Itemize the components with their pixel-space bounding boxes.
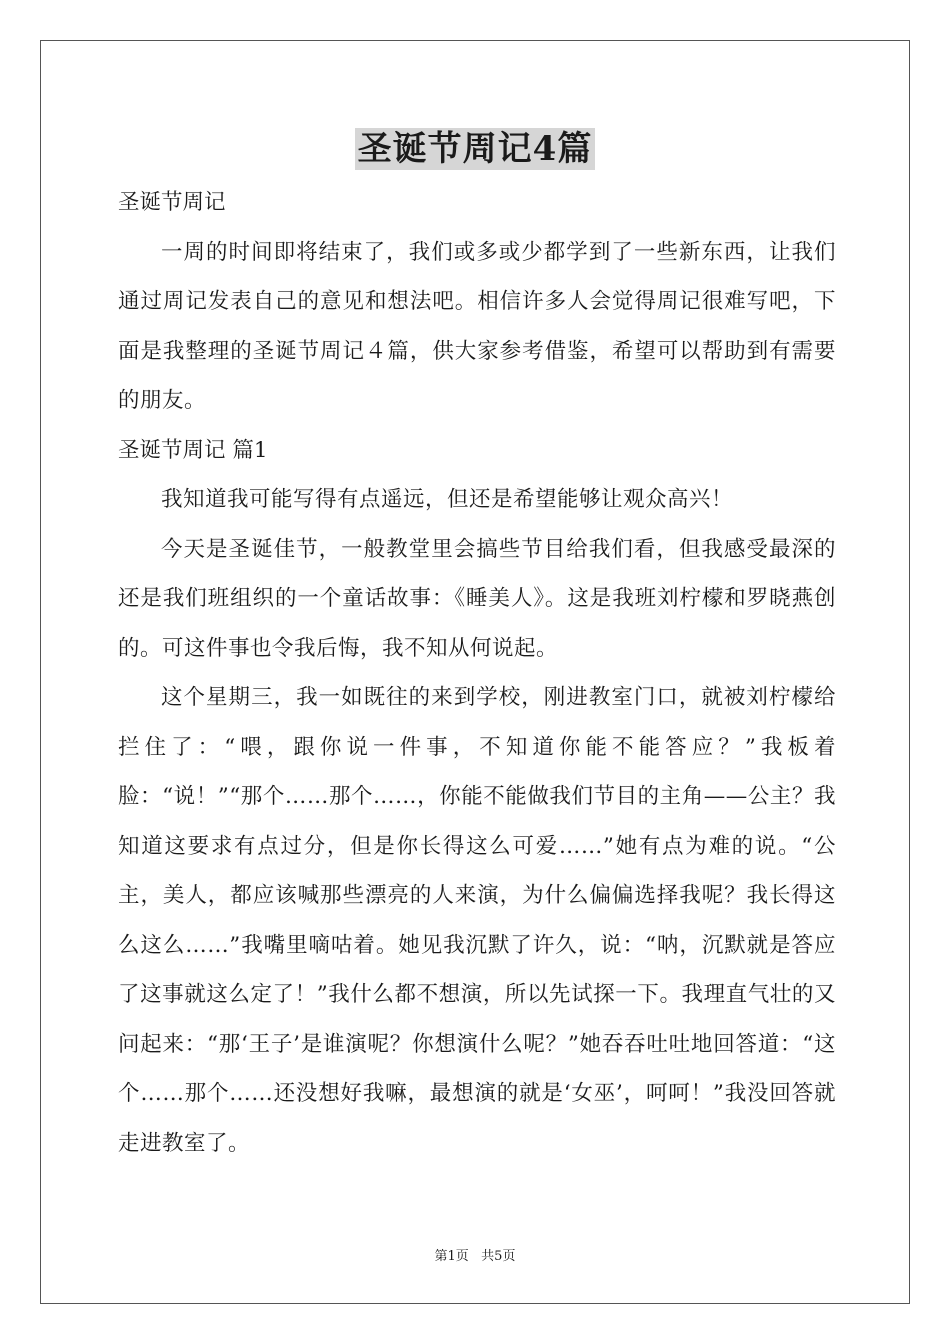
document-title: 圣诞节周记4篇 <box>355 128 596 170</box>
title-container <box>0 128 950 170</box>
body-paragraph: 我知道我可能写得有点遥远，但还是希望能够让观众高兴！ <box>161 487 734 512</box>
page-footer: 第1页 共5页 <box>434 1249 516 1264</box>
body-paragraph: 今天是圣诞佳节，一般教堂里会搞些节目给我们看，但我感受最深的还是我们班组织的一个童话故事：《睡美人》。这是我班刘柠檬和罗晓燕创的。可这件事也令我后悔，我不知从何说起。 <box>118 536 836 661</box>
intro-paragraph: 一周的时间即将结束了，我们或多或少都学到了一些新东西，让我们通过周记发表自己的意见和想法吧。相信许多人会觉得周记很难写吧，下面是我整理的圣诞节周记４篇，供大家参考借鉴，希望可以帮助到有需要的朋友。 <box>118 239 836 413</box>
article-heading: 圣诞节周记 篇1 <box>118 437 268 463</box>
body-paragraph: 这个星期三，我一如既往的来到学校，刚进教室门口，就被刘柠檬给拦住了：“喂，跟你说一件事，不知道你能不能答应？”我板着脸：“说！”“那个……那个……，你能不能做我们节目的主角——公主？我知道这要求有点过分，但是你长得这么可爱……”她有点为难的说。“公主，美人，都应该喊那些漂亮的人来演，为什么偏偏选择我呢？我长得这么这么……”我嘴里嘀咕着。她见我沉默了许久，说：“呐，沉默就是答应了这事就这么定了！”我什么都不想演，所以先试探一下。我理直气壮的又问起来：“那‘王子’是谁演呢？你想演什么呢？”她吞吞吐吐地回答道：“这个……那个……还没想好我嘛，最想演的就是‘女巫’，呵呵！”我没回答就走进教室了。 <box>118 685 836 1156</box>
section-heading: 圣诞节周记 <box>118 190 226 215</box>
document-body <box>118 178 836 1168</box>
